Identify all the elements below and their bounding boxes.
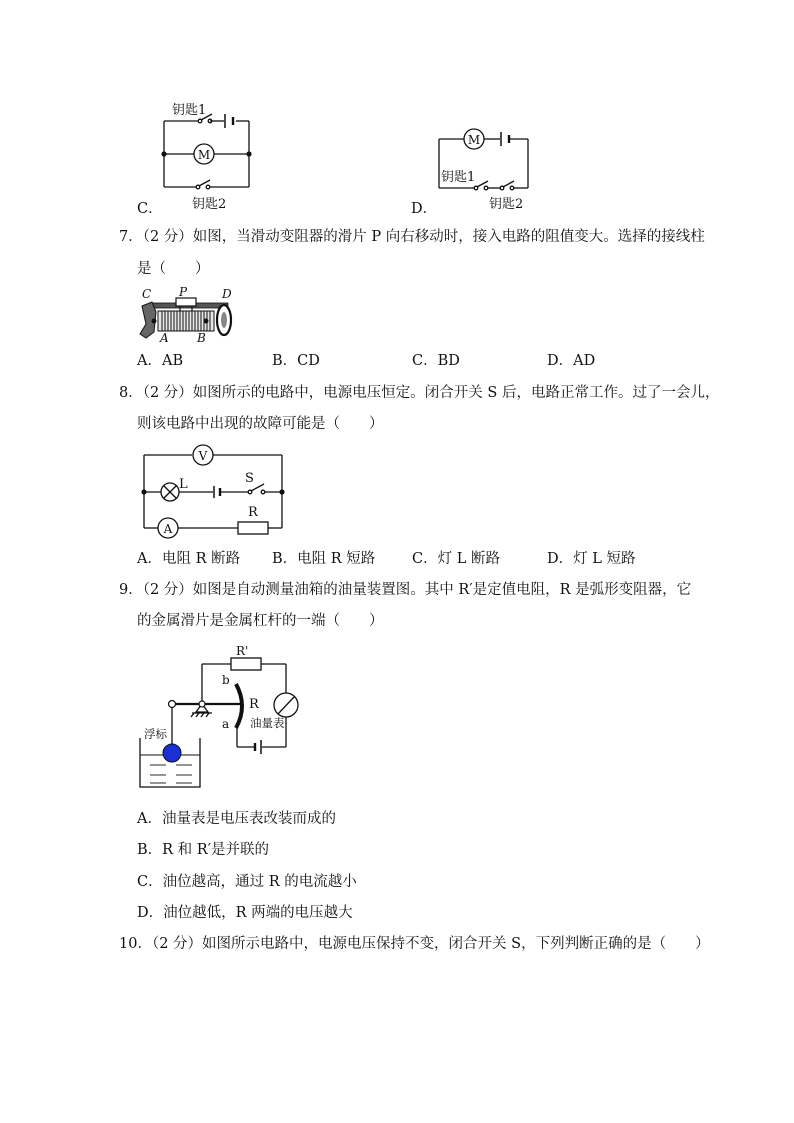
- q7-option-c[interactable]: C．BD: [412, 353, 460, 369]
- oil-meter-label: 油量表: [250, 716, 285, 730]
- arc-resistor-label: R: [249, 697, 259, 712]
- r-prime-label: R': [236, 644, 249, 658]
- q9-stem-line1: 9．（2 分）如图是自动测量油箱的油量装置图。其中 R′是定值电阻，R 是弧形变阻器，它: [119, 582, 692, 598]
- terminal-c-label: C: [142, 287, 152, 301]
- q7-option-b[interactable]: B．CD: [272, 353, 320, 369]
- q9-option-d[interactable]: D．油位越低，R 两端的电压越大: [137, 905, 353, 921]
- q8-option-c[interactable]: C．灯 L 断路: [412, 551, 500, 567]
- q7-option-a[interactable]: A．AB: [137, 353, 184, 369]
- q9-stem-line2: 的金属滑片是金属杠杆的一端（ ）: [137, 613, 384, 629]
- voltmeter-label: V: [198, 449, 208, 463]
- terminal-d-label: D: [222, 287, 232, 301]
- option-d-marker: D．: [411, 201, 438, 217]
- q8-stem-line2: 则该电路中出现的故障可能是（ ）: [137, 416, 384, 432]
- q9-option-c[interactable]: C．油位越高，通过 R 的电流越小: [137, 874, 357, 890]
- switch-label: S: [245, 471, 254, 486]
- motor-label-d: M: [467, 133, 481, 147]
- key1-label-c: 钥匙1: [172, 103, 207, 118]
- resistor-label: R: [248, 505, 258, 520]
- option-c-marker: C．: [137, 201, 163, 217]
- q10-stem-line1: 10．（2 分）如图所示电路中，电源电压保持不变，闭合开关 S，下列判断正确的是（ ）: [119, 936, 710, 952]
- float-label: 浮标: [144, 727, 167, 741]
- q8-option-a[interactable]: A．电阻 R 断路: [137, 551, 241, 567]
- arc-end-a-label: a: [222, 717, 230, 731]
- terminal-a-label: A: [160, 331, 169, 345]
- motor-label-c: M: [197, 148, 211, 162]
- slider-p-label: P: [179, 285, 188, 299]
- key1-label-d: 钥匙1: [441, 170, 476, 185]
- terminal-b-label: B: [197, 331, 206, 345]
- q7-option-d[interactable]: D．AD: [547, 353, 596, 369]
- lamp-label: L: [179, 477, 188, 492]
- q7-stem-line1: 7．（2 分）如图，当滑动变阻器的滑片 P 向右移动时，接入电路的阻值变大。选择的接线柱: [119, 229, 705, 245]
- ammeter-label: A: [163, 522, 173, 536]
- q8-option-b[interactable]: B．电阻 R 短路: [272, 551, 376, 567]
- key2-label-c: 钥匙2: [192, 197, 227, 212]
- q9-option-a[interactable]: A．油量表是电压表改装而成的: [137, 811, 336, 827]
- key2-label-d: 钥匙2: [489, 197, 524, 212]
- q8-stem-line1: 8．（2 分）如图所示的电路中，电源电压恒定。闭合开关 S 后，电路正常工作。过了一会儿，: [119, 385, 720, 401]
- q9-option-b[interactable]: B．R 和 R′是并联的: [137, 842, 270, 858]
- q8-option-d[interactable]: D．灯 L 短路: [547, 551, 636, 567]
- q7-stem-line2: 是（ ）: [137, 261, 210, 277]
- arc-end-b-label: b: [222, 673, 230, 687]
